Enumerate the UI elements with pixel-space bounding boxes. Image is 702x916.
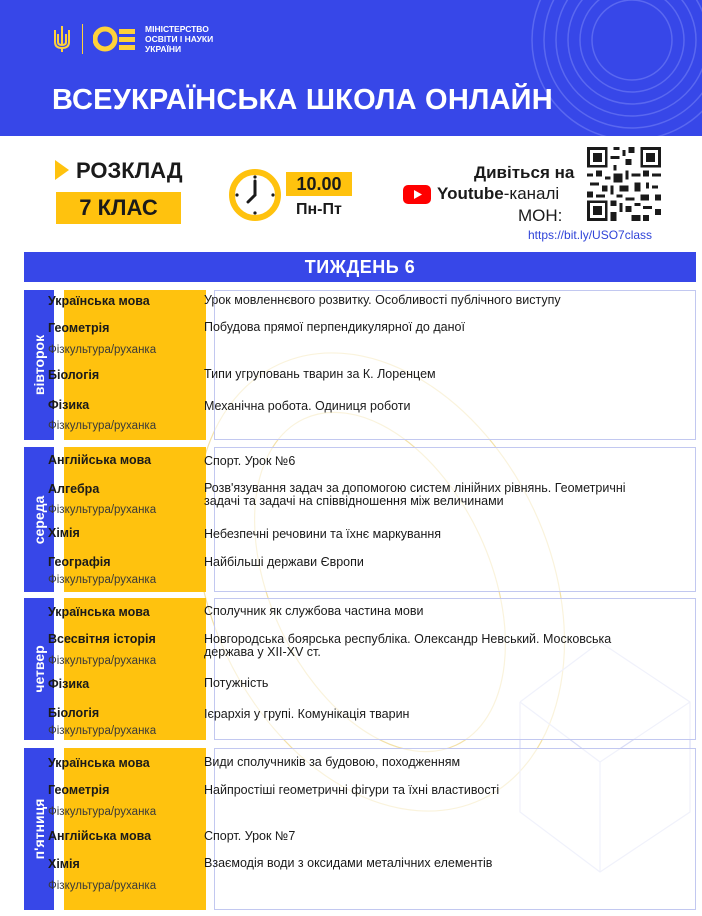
subject-name: Українська мова [48, 294, 150, 308]
qr-code-icon[interactable] [587, 147, 661, 221]
subject-name: Фізика [48, 677, 90, 691]
ministry-name-line: УКРАЇНИ [145, 44, 182, 54]
mon-logo-icon [93, 25, 137, 53]
subject-name: Фізика [48, 398, 90, 412]
subject-name: Фізкультура/руханка [48, 574, 157, 586]
day-name: вівторок [31, 334, 47, 396]
youtube-icon [403, 185, 431, 204]
subject-name: Хімія [48, 857, 80, 871]
day-name: середа [31, 495, 47, 544]
lesson-topic: Урок мовленнєвого розвитку. Особливості публічного виступу [204, 293, 561, 307]
day-block-tuesday [24, 290, 696, 440]
subject-name: Біологія [48, 706, 100, 720]
subjects-column [64, 290, 206, 440]
topics-column [214, 290, 696, 440]
lesson-topic: Найбільші держави Європи [204, 555, 364, 569]
day-name: п'ятниця [31, 798, 47, 860]
lesson-topic: Типи угруповань тварин за К. Лоренцем [204, 367, 436, 381]
ministry-name-line: МІНІСТЕРСТВО [145, 24, 209, 34]
broadcast-time: 10.00 [286, 172, 352, 196]
day-label [24, 447, 54, 592]
subject-name: Хімія [48, 526, 80, 540]
lesson-topic: задачі та задачі на співвідношення між величинами [204, 494, 504, 508]
subject-name: Англійська мова [48, 829, 152, 843]
lesson-topic: Види сполучників за будовою, походженням [204, 755, 461, 769]
grade-badge: 7 КЛАС [56, 192, 181, 224]
subject-name: Фізкультура/руханка [48, 504, 157, 516]
subject-name: Фізкультура/руханка [48, 420, 157, 432]
subject-name: Фізкультура/руханка [48, 344, 157, 356]
subject-name: Англійська мова [48, 453, 152, 467]
lesson-topic: Розв'язування задач за допомогою систем лінійних рівнянь. Геометричні [204, 481, 626, 495]
subject-name: Українська мова [48, 756, 150, 770]
subjects-column [64, 447, 206, 592]
channel-link[interactable]: https://bit.ly/USO7class [528, 228, 653, 242]
lesson-topic: Ієрархія у групі. Комунікація тварин [204, 707, 410, 721]
youtube-word: Youtube [437, 184, 504, 203]
ministry-name [145, 24, 213, 54]
page-title: ВСЕУКРАЇНСЬКА ШКОЛА ОНЛАЙН [52, 84, 553, 116]
subject-name: Географія [48, 555, 111, 569]
lesson-topic: Новгородська боярська республіка. Олександр Невський. Московська [204, 632, 612, 646]
subject-name: Українська мова [48, 605, 150, 619]
lesson-topic: держава у XII-XV ст. [204, 645, 321, 659]
day-name: четвер [31, 645, 47, 693]
subject-name: Фізкультура/руханка [48, 880, 157, 892]
clock-icon [228, 168, 282, 222]
watch-text: Дивіться на [474, 163, 575, 182]
logo-divider [82, 24, 83, 54]
schedule-label: РОЗКЛАД [76, 158, 183, 183]
youtube-channel-line [403, 184, 559, 204]
lesson-topic: Сполучник як службова частина мови [204, 604, 424, 618]
subject-name: Алгебра [48, 482, 100, 496]
lesson-topic: Спорт. Урок №6 [204, 454, 296, 468]
lesson-topic: Небезпечні речовини та їхнє маркування [204, 527, 442, 541]
day-label [24, 290, 54, 440]
lesson-topic: Побудова прямої перпендикулярної до даної [204, 320, 465, 334]
lesson-topic: Механічна робота. Одиниця роботи [204, 399, 411, 413]
ministry-abbrev: МОН: [518, 206, 563, 225]
lesson-topic: Найпростіші геометричні фігури та їхні властивості [204, 783, 500, 797]
subject-name: Всесвітня історія [48, 632, 156, 646]
subject-name: Фізкультура/руханка [48, 725, 157, 737]
subject-name: Геометрія [48, 321, 110, 335]
trident-icon [52, 24, 72, 54]
arrow-right-icon [55, 160, 69, 180]
subject-name: Геометрія [48, 783, 110, 797]
subject-name: Біологія [48, 368, 100, 382]
broadcast-days: Пн-Пт [296, 201, 342, 218]
ministry-name-line: ОСВІТИ І НАУКИ [145, 34, 214, 44]
day-block-wednesday [24, 447, 696, 592]
lesson-topic: Потужність [204, 676, 269, 690]
channel-suffix: -каналі [503, 184, 560, 203]
header-banner [0, 0, 702, 136]
lesson-topic: Спорт. Урок №7 [204, 829, 296, 843]
lesson-topic: Взаємодія води з оксидами металічних елементів [204, 856, 493, 870]
subject-name: Фізкультура/руханка [48, 806, 157, 818]
subject-name: Фізкультура/руханка [48, 655, 157, 667]
topics-column [214, 447, 696, 592]
week-title: ТИЖДЕНЬ 6 [24, 252, 696, 282]
ministry-logo [52, 24, 213, 54]
